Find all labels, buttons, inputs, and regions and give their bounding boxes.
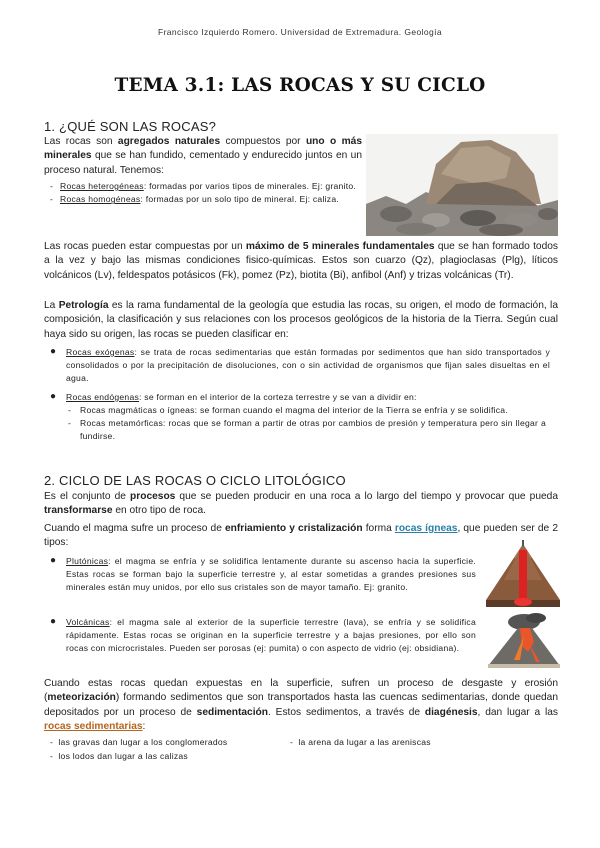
list-item: - la arena da lugar a las areniscas <box>290 737 431 747</box>
s1-paragraph-2: Las rocas pueden estar compuestas por un máximo de 5 minerales fundamentales que se han formado todos a la vez y bajo las mismas condiciones fisico-químicas. Estos son cuarzo (Qz), plagioclasas (Plg), líticos volcánicos (Lv), feldespatos potásicos (Fk), pomez (Pz), biotita (Bi), anfibol (Anf) y trizas volcánicas (Tr). <box>44 241 559 281</box>
s2-paragraph-2: Cuando el magma sufre un proceso de enfriamiento y cristalización forma rocas ígneas, que pueden ser de 2 tipos: <box>44 523 559 549</box>
volcano-diagram <box>484 612 562 668</box>
section-1-heading: 1. ¿QUÉ SON LAS ROCAS? <box>44 119 217 134</box>
s1-bullet-exogenas: Rocas exógenas: se trata de rocas sedimentarias que están formadas por sedimentos que han sido transportados y consolidados o por la precipitación de disoluciones, con o sin actividad de organismos que fijan sales disueltas en el agua. <box>66 347 550 384</box>
s1-paragraph-3: La Petrología es la rama fundamental de la geología que estudia las rocas, su origen, el modo de formación, la composición, la clasificación y sus relaciones con los procesos geológicos de la historia de la Tierra. Según cual haya sido su origen, las rocas se pueden clasificar en: <box>44 300 558 340</box>
s2-paragraph-1: Es el conjunto de procesos que se pueden producir en una roca a lo largo del tiempo y provocar que pueda transformarse en otro tipo de roca. <box>44 491 558 517</box>
rocas-igneas-link[interactable]: rocas ígneas <box>394 523 458 534</box>
page-header: Francisco Izquierdo Romero. Universidad de Extremadura. Geología <box>157 27 443 37</box>
section-2-heading: 2. CICLO DE LAS ROCAS O CICLO LITOLÓGICO <box>44 473 346 488</box>
list-item: - Rocas homogéneas: formadas por un solo tipo de mineral. Ej: caliza. <box>50 194 339 205</box>
page-title: TEMA 3.1: LAS ROCAS Y SU CICLO <box>114 75 486 96</box>
bullet-icon: ● <box>50 616 57 627</box>
list-item: - los lodos dan lugar a las calizas <box>50 751 188 761</box>
rocas-sedimentarias-link[interactable]: rocas sedimentarias <box>44 721 143 733</box>
s1-list <box>50 180 356 206</box>
s2-bullet-plutonicas: Plutónicas: el magma se enfría y se solidifica lentamente durante su ascenso hacia la superficie. Estas rocas se forman bajo la superficie terrestre y, al estar sometidas a grandes presiones sus minerales están muy unidos, por ello sus cristales son de mayor tamaño. Ej: granito. <box>66 556 476 593</box>
list-item: - Rocas magmáticas o ígneas: se forman cuando el magma del interior de la Tierra se enfría y se solidifica. <box>68 405 508 415</box>
bullet-icon: ● <box>50 555 57 566</box>
list-item: - Rocas heterogéneas: formadas por varios tipos de minerales. Ej: granito. <box>50 181 357 191</box>
list-item: - las gravas dan lugar a los conglomerados <box>50 737 228 747</box>
s2-bullet-volcanicas: Volcánicas: el magma sale al exterior de la superficie terrestre (lava), se enfría y se solidifica rápidamente. Estas rocas se originan en la superficie terrestre y a bajas presiones, por ello son rocas con microcristales. Pueden ser porosas (ej: pumita) o con aspecto de vidrio (ej: obsidiana). <box>66 617 476 654</box>
plutonic-rock-diagram <box>484 540 562 608</box>
s2-paragraph-3: Cuando estas rocas quedan expuestas en la superficie, sufren un proceso de desgaste y erosión (meteorización) formando sedimentos que son transportados hasta las cuencas sedimentarias, donde quedan depositados por un proceso de sedimentación. Estos sedimentos, a través de diagénesis, dan lugar a las rocas sedimentarias: <box>44 678 558 733</box>
s1-endogenas-sublist <box>68 404 546 444</box>
s1-paragraph-1: Las rocas son agregados naturales compuestos por uno o más minerales que se han fundido, cementado y endurecido juntos en un proceso natural. Tenemos: <box>44 136 362 176</box>
s1-bullet-endogenas: Rocas endógenas: se forman en el interior de la corteza terrestre y se van a dividir en: <box>66 392 417 402</box>
bullet-icon: ● <box>50 346 57 357</box>
bullet-icon: ● <box>50 391 57 402</box>
rocks-photo <box>366 134 558 236</box>
list-item: - Rocas metamórficas: rocas que se forman a partir de otras por cambios de presión y temperatura pero sin llegar a fundirse. <box>68 418 546 442</box>
